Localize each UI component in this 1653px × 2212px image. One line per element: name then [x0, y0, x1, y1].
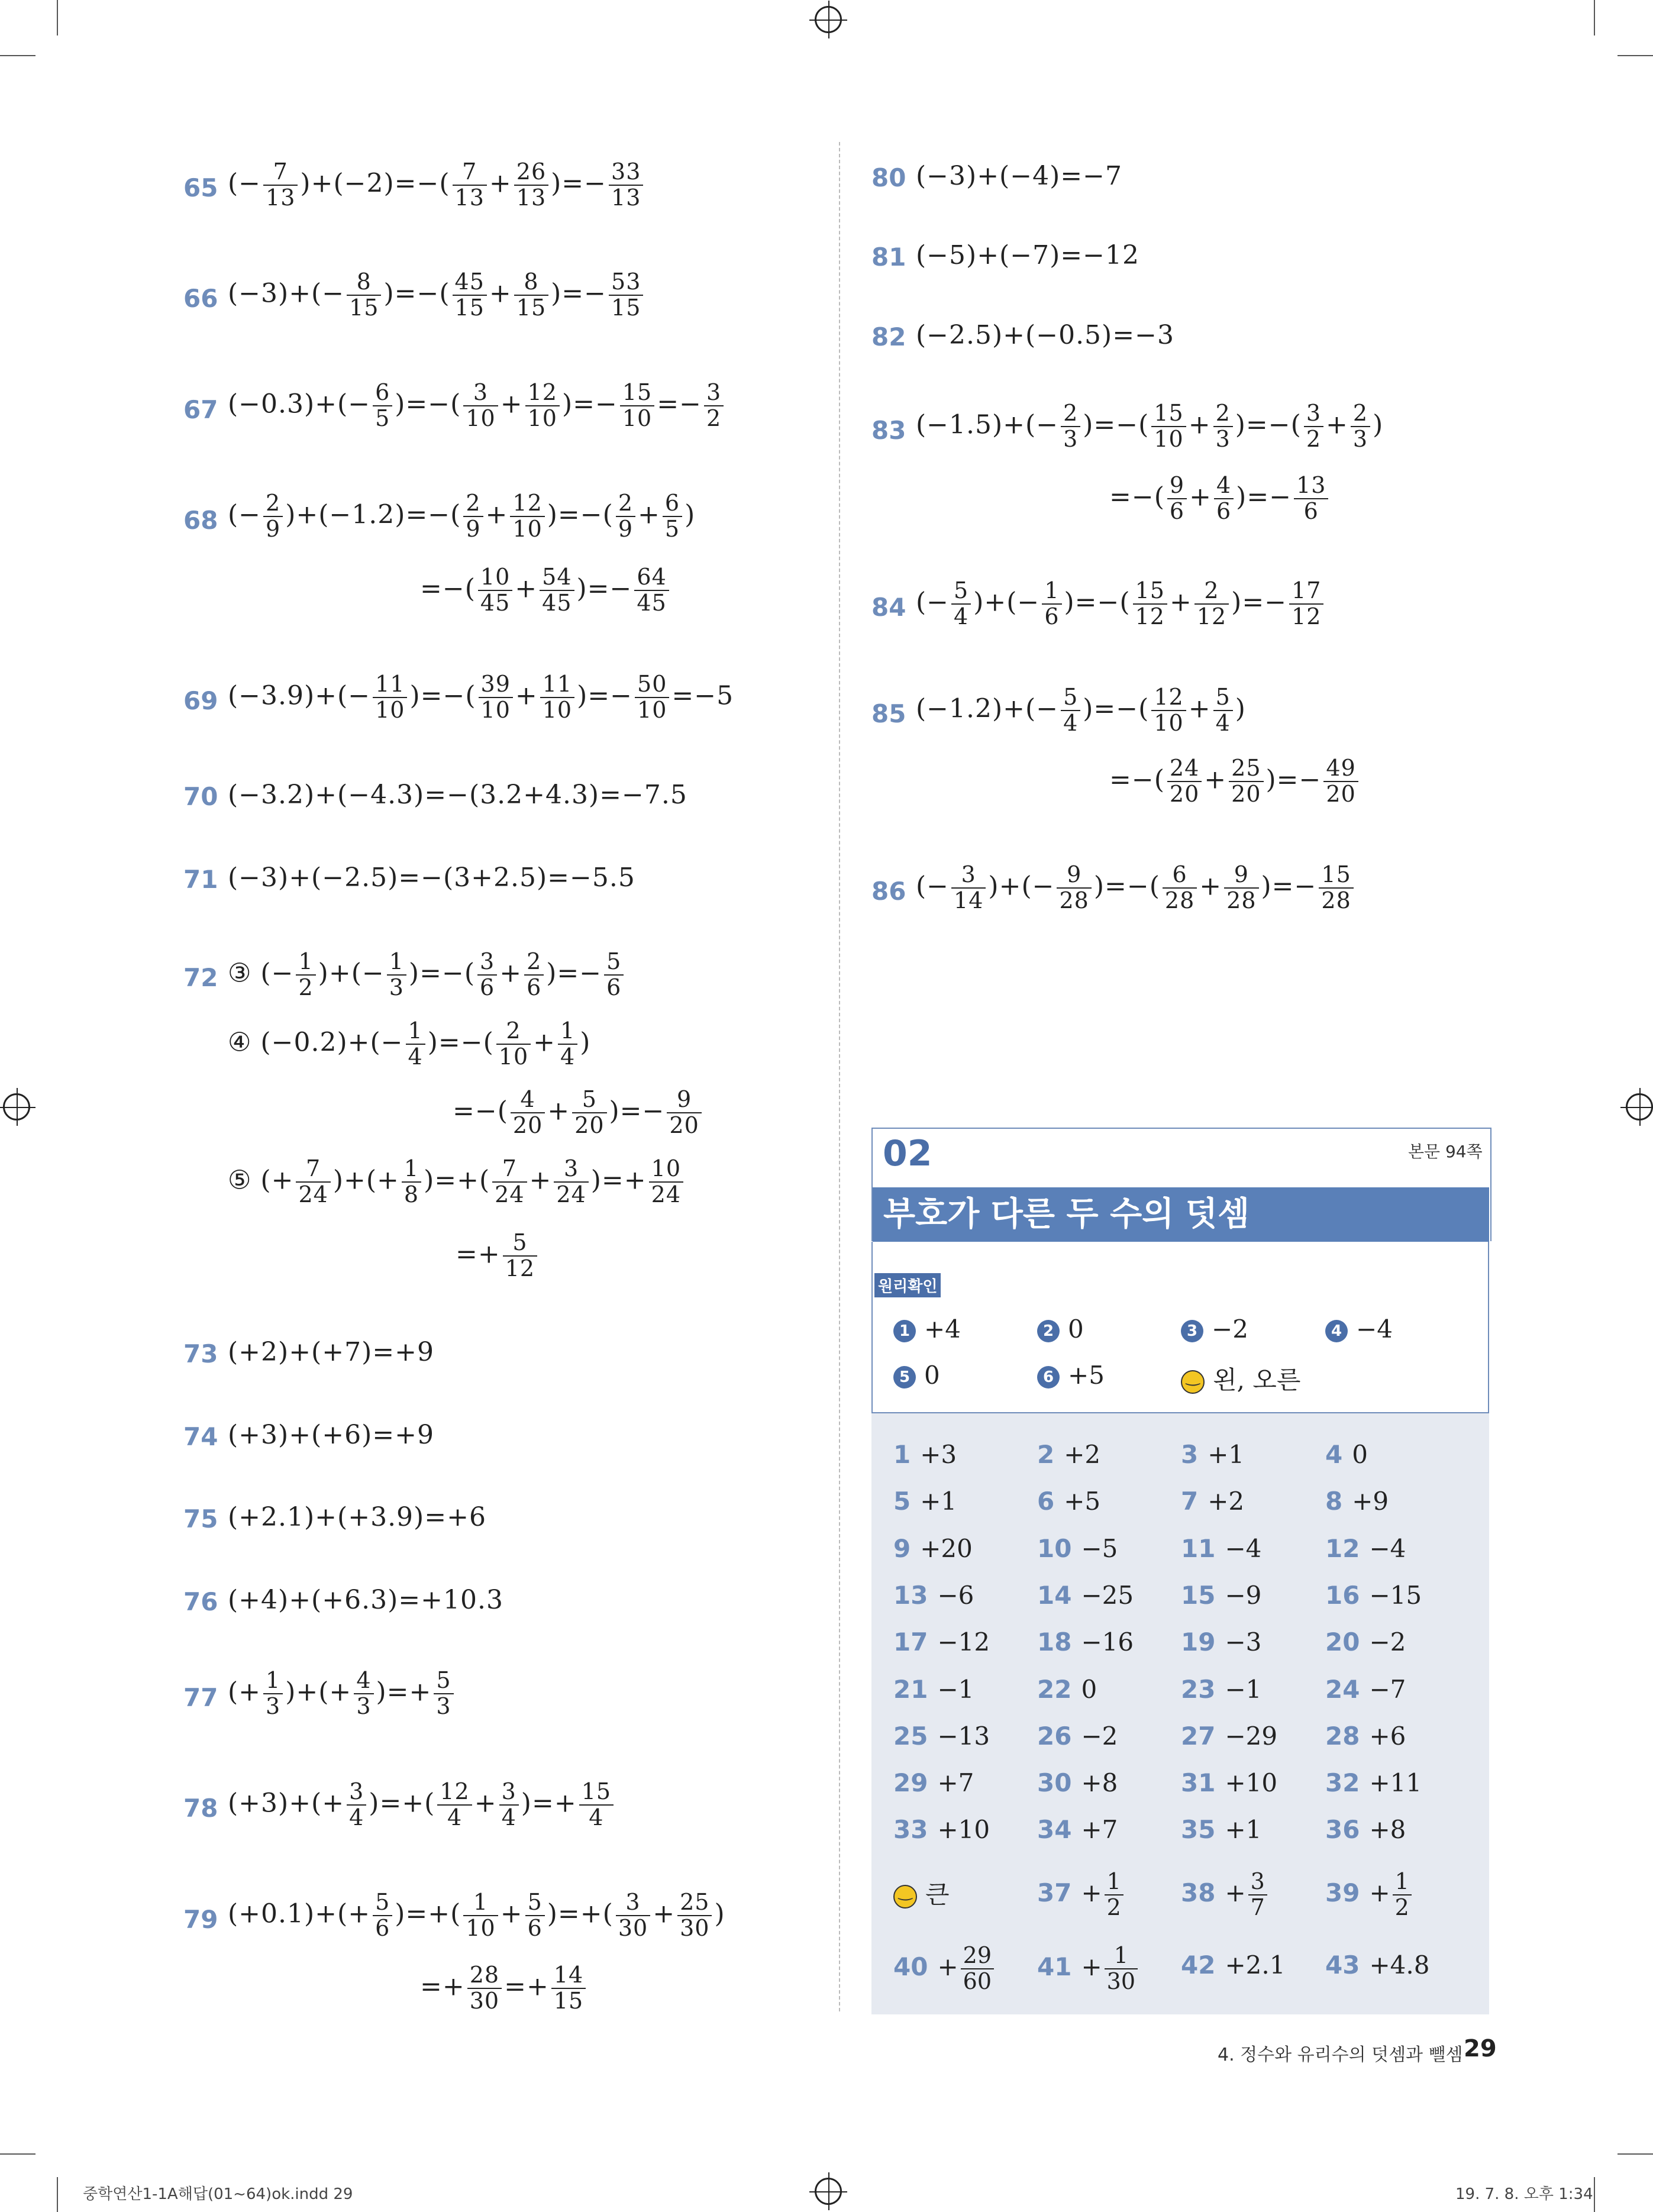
equation-83-line2: =−( $\frac{9}{6}$ + $\frac{4}{6}$ )=− $\frac{13}{6}$ [1109, 473, 1331, 524]
answer-item: 21 −1 [893, 1674, 974, 1704]
crop-mark [1618, 55, 1653, 56]
answer-item: 30 +8 [1037, 1768, 1118, 1798]
answer-item: 17 −12 [893, 1627, 990, 1657]
problem-number: 66 [183, 284, 218, 313]
problem-number: 78 [183, 1794, 218, 1823]
equation-72-3: ③ (− $\frac{1}{2}$ )+(− $\frac{1}{3}$ )=−( $\frac{3}{6}$ + $\frac{2}{6}$ )=− $\frac{5}{6}$ [228, 950, 626, 1000]
concept-check-box [871, 1242, 1489, 1413]
answer-item: 24 −7 [1325, 1674, 1406, 1704]
answer-item: 3 +1 [1181, 1440, 1245, 1469]
answer-item: 23 −1 [1181, 1674, 1262, 1704]
problem-number: 71 [183, 865, 218, 894]
answer-item: 41 + $\frac{1}{30}$ [1037, 1943, 1140, 1994]
problem-number: 84 [871, 593, 906, 622]
equation-72-4: ④ (−0.2)+(− $\frac{1}{4}$ )=−( $\frac{2}{10}$ + $\frac{1}{4}$ ) [228, 1018, 591, 1070]
registration-mark-icon [3, 1093, 30, 1120]
answer-item: 25 −13 [893, 1721, 990, 1751]
problem-number: 77 [183, 1683, 218, 1712]
answer-item: 6 +5 [1037, 1487, 1101, 1516]
equation-85: (−1.2)+(− $\frac{5}{4}$ )=−( $\frac{12}{10}$ + $\frac{5}{4}$ ) [916, 684, 1246, 736]
answer-item: 12 −4 [1325, 1533, 1406, 1563]
equation-67: (−0.3)+(− $\frac{6}{5}$ )=−( $\frac{3}{10}$ + $\frac{12}{10}$ )=− $\frac{15}{10}$ =− $\frac{3}{2}$ [228, 380, 726, 431]
problem-number: 75 [183, 1504, 218, 1533]
equation-65: (− $\frac{7}{13}$ )+(−2)=−( $\frac{7}{13}$ + $\frac{26}{13}$ )=− $\frac{33}{13}$ [228, 160, 645, 211]
answer-item: 18 −16 [1037, 1627, 1134, 1657]
answer-item: 28 +6 [1325, 1721, 1406, 1751]
answer-panel [871, 1413, 1489, 2014]
equation-69: (−3.9)+(− $\frac{11}{10}$ )=−( $\frac{39}{10}$ + $\frac{11}{10}$ )=− $\frac{50}{10}$ =−5 [228, 671, 734, 723]
answer-item: 5 +1 [893, 1487, 957, 1516]
problem-number: 67 [183, 395, 218, 424]
equation-72-5: ⑤ (+ $\frac{7}{24}$ )+(+ $\frac{1}{8}$ )=+( $\frac{7}{24}$ + $\frac{3}{24}$ )=+ $\frac{10}{24}$ [228, 1157, 686, 1207]
crop-mark [0, 2153, 35, 2155]
crop-mark [57, 0, 58, 35]
equation-75: (+2.1)+(+3.9)=+6 [228, 1502, 486, 1532]
problem-number: 65 [183, 173, 218, 202]
section-title: 부호가 다른 두 수의 덧셈 [873, 1187, 1489, 1242]
equation-81: (−5)+(−7)=−12 [916, 240, 1139, 270]
answer-item: ‿큰 [893, 1875, 950, 1911]
crop-mark [57, 2177, 58, 2212]
answer-item: 15 −9 [1181, 1580, 1262, 1610]
equation-76: (+4)+(+6.3)=+10.3 [228, 1585, 503, 1615]
problem-number: 85 [871, 699, 906, 728]
answer-item: 40 + $\frac{29}{60}$ [893, 1943, 996, 1994]
equation-68-line2: =−( $\frac{10}{45}$ + $\frac{54}{45}$ )=− $\frac{64}{45}$ [420, 565, 671, 616]
problem-number: 68 [183, 506, 218, 535]
answer-item: 27 −29 [1181, 1721, 1278, 1751]
answer-item: 32 +11 [1325, 1768, 1422, 1798]
section-page-ref: 본문 94쪽 [1408, 1142, 1483, 1161]
concept-item: 1 +4 [893, 1315, 961, 1344]
answer-item: 39 + $\frac{1}{2}$ [1325, 1869, 1414, 1920]
equation-85-line2: =−( $\frac{24}{20}$ + $\frac{25}{20}$ )=− $\frac{49}{20}$ [1109, 756, 1361, 807]
concept-item: ‿ 왼, 오른 [1181, 1361, 1300, 1396]
answer-item: 22 0 [1037, 1674, 1097, 1704]
problem-number: 86 [871, 877, 906, 906]
answer-item: 43 +4.8 [1325, 1951, 1430, 1980]
answer-item: 26 −2 [1037, 1721, 1118, 1751]
answer-item: 2 +2 [1037, 1440, 1101, 1469]
file-info: 중학연산1-1A해답(01~64)ok.indd 29 [83, 2185, 353, 2203]
equation-68: (− $\frac{2}{9}$ )+(−1.2)=−( $\frac{2}{9}$ + $\frac{12}{10}$ )=−( $\frac{2}{9}$ + $\frac{6}{5}$ ) [228, 490, 696, 542]
answer-item: 37 + $\frac{1}{2}$ [1037, 1869, 1126, 1920]
equation-82: (−2.5)+(−0.5)=−3 [916, 320, 1174, 350]
problem-number: 79 [183, 1905, 218, 1934]
equation-78: (+3)+(+ $\frac{3}{4}$ )=+( $\frac{12}{4}$ + $\frac{3}{4}$ )=+ $\frac{15}{4}$ [228, 1780, 616, 1830]
page-number: 29 [1464, 2035, 1497, 2062]
concept-item: 5 0 [893, 1361, 940, 1390]
concept-item: 6 +5 [1037, 1361, 1105, 1390]
registration-mark-icon [1626, 1093, 1653, 1120]
answer-item: 36 +8 [1325, 1815, 1406, 1845]
equation-84: (− $\frac{5}{4}$ )+(− $\frac{1}{6}$ )=−( $\frac{15}{12}$ + $\frac{2}{12}$ )=− $\frac{17}{12}$ [916, 579, 1326, 629]
answer-item: 1 +3 [893, 1440, 957, 1469]
section-number: 02 [883, 1133, 932, 1174]
answer-item: 8 +9 [1325, 1487, 1389, 1516]
equation-66: (−3)+(− $\frac{8}{15}$ )=−( $\frac{45}{15}$ + $\frac{8}{15}$ )=− $\frac{53}{15}$ [228, 270, 645, 321]
problem-number: 83 [871, 416, 906, 445]
answer-item: 19 −3 [1181, 1627, 1262, 1657]
registration-mark-icon [815, 6, 842, 33]
concept-item: 4 −4 [1325, 1315, 1393, 1344]
problem-number: 74 [183, 1422, 218, 1451]
problem-number: 70 [183, 782, 218, 811]
crop-mark [0, 55, 35, 56]
answer-item: 42 +2.1 [1181, 1951, 1286, 1980]
footer-chapter: 4. 정수와 유리수의 덧셈과 뺄셈 [1218, 2045, 1463, 2065]
equation-86: (− $\frac{3}{14}$ )+(− $\frac{9}{28}$ )=−( $\frac{6}{28}$ + $\frac{9}{28}$ )=− $\frac{15}{28}$ [916, 863, 1356, 913]
answer-item: 14 −25 [1037, 1580, 1134, 1610]
answer-item: 13 −6 [893, 1580, 974, 1610]
equation-70: (−3.2)+(−4.3)=−(3.2+4.3)=−7.5 [228, 780, 687, 810]
problem-number: 69 [183, 686, 218, 715]
equation-73: (+2)+(+7)=+9 [228, 1337, 434, 1367]
equation-80: (−3)+(−4)=−7 [916, 161, 1122, 191]
answer-item: 10 −5 [1037, 1533, 1118, 1563]
answer-item: 33 +10 [893, 1815, 990, 1845]
equation-74: (+3)+(+6)=+9 [228, 1420, 434, 1450]
problem-number: 81 [871, 243, 906, 272]
answer-item: 20 −2 [1325, 1627, 1406, 1657]
equation-71: (−3)+(−2.5)=−(3+2.5)=−5.5 [228, 863, 635, 893]
print-time: 19. 7. 8. 오후 1:34 [1455, 2185, 1593, 2203]
equation-79-line2: =+ $\frac{28}{30}$ =+ $\frac{14}{15}$ [420, 1963, 588, 2014]
problem-number: 82 [871, 322, 906, 351]
smile-icon [893, 1885, 917, 1909]
crop-mark [1594, 2177, 1595, 2212]
column-divider [839, 142, 840, 2011]
equation-72-5-line2: =+ $\frac{5}{12}$ [456, 1231, 540, 1281]
crop-mark [1618, 2153, 1653, 2155]
equation-72-4-line2: =−( $\frac{4}{20}$ + $\frac{5}{20}$ )=− $\frac{9}{20}$ [453, 1087, 704, 1138]
crop-mark [1594, 0, 1595, 35]
equation-77: (+ $\frac{1}{3}$ )+(+ $\frac{4}{3}$ )=+ $\frac{5}{3}$ [228, 1668, 456, 1719]
answer-item: 35 +1 [1181, 1815, 1262, 1845]
answer-item: 7 +2 [1181, 1487, 1245, 1516]
answer-item: 11 −4 [1181, 1533, 1262, 1563]
problem-number: 76 [183, 1587, 218, 1616]
answer-item: 34 +7 [1037, 1815, 1118, 1845]
concept-item: 2 0 [1037, 1315, 1084, 1344]
problem-number: 73 [183, 1339, 218, 1368]
problem-number: 72 [183, 963, 218, 992]
answer-item: 4 0 [1325, 1440, 1368, 1469]
answer-item: 16 −15 [1325, 1580, 1422, 1610]
problem-number: 80 [871, 163, 906, 192]
answer-item: 9 +20 [893, 1533, 973, 1563]
concept-item: 3 −2 [1181, 1315, 1248, 1344]
answer-item: 29 +7 [893, 1768, 974, 1798]
equation-83: (−1.5)+(− $\frac{2}{3}$ )=−( $\frac{15}{10}$ + $\frac{2}{3}$ )=−( $\frac{3}{2}$ + $\frac{2}{3}$ ) [916, 400, 1384, 452]
answer-item: 31 +10 [1181, 1768, 1278, 1798]
equation-79: (+0.1)+(+ $\frac{5}{6}$ )=+( $\frac{1}{10}$ + $\frac{5}{6}$ )=+( $\frac{3}{30}$ + $\frac{25}{30}$ ) [228, 1889, 725, 1941]
smile-icon [1181, 1370, 1205, 1394]
answer-item: 38 + $\frac{3}{7}$ [1181, 1869, 1270, 1920]
registration-mark-icon [815, 2178, 842, 2205]
concept-check-tag: 원리확인 [874, 1273, 941, 1297]
